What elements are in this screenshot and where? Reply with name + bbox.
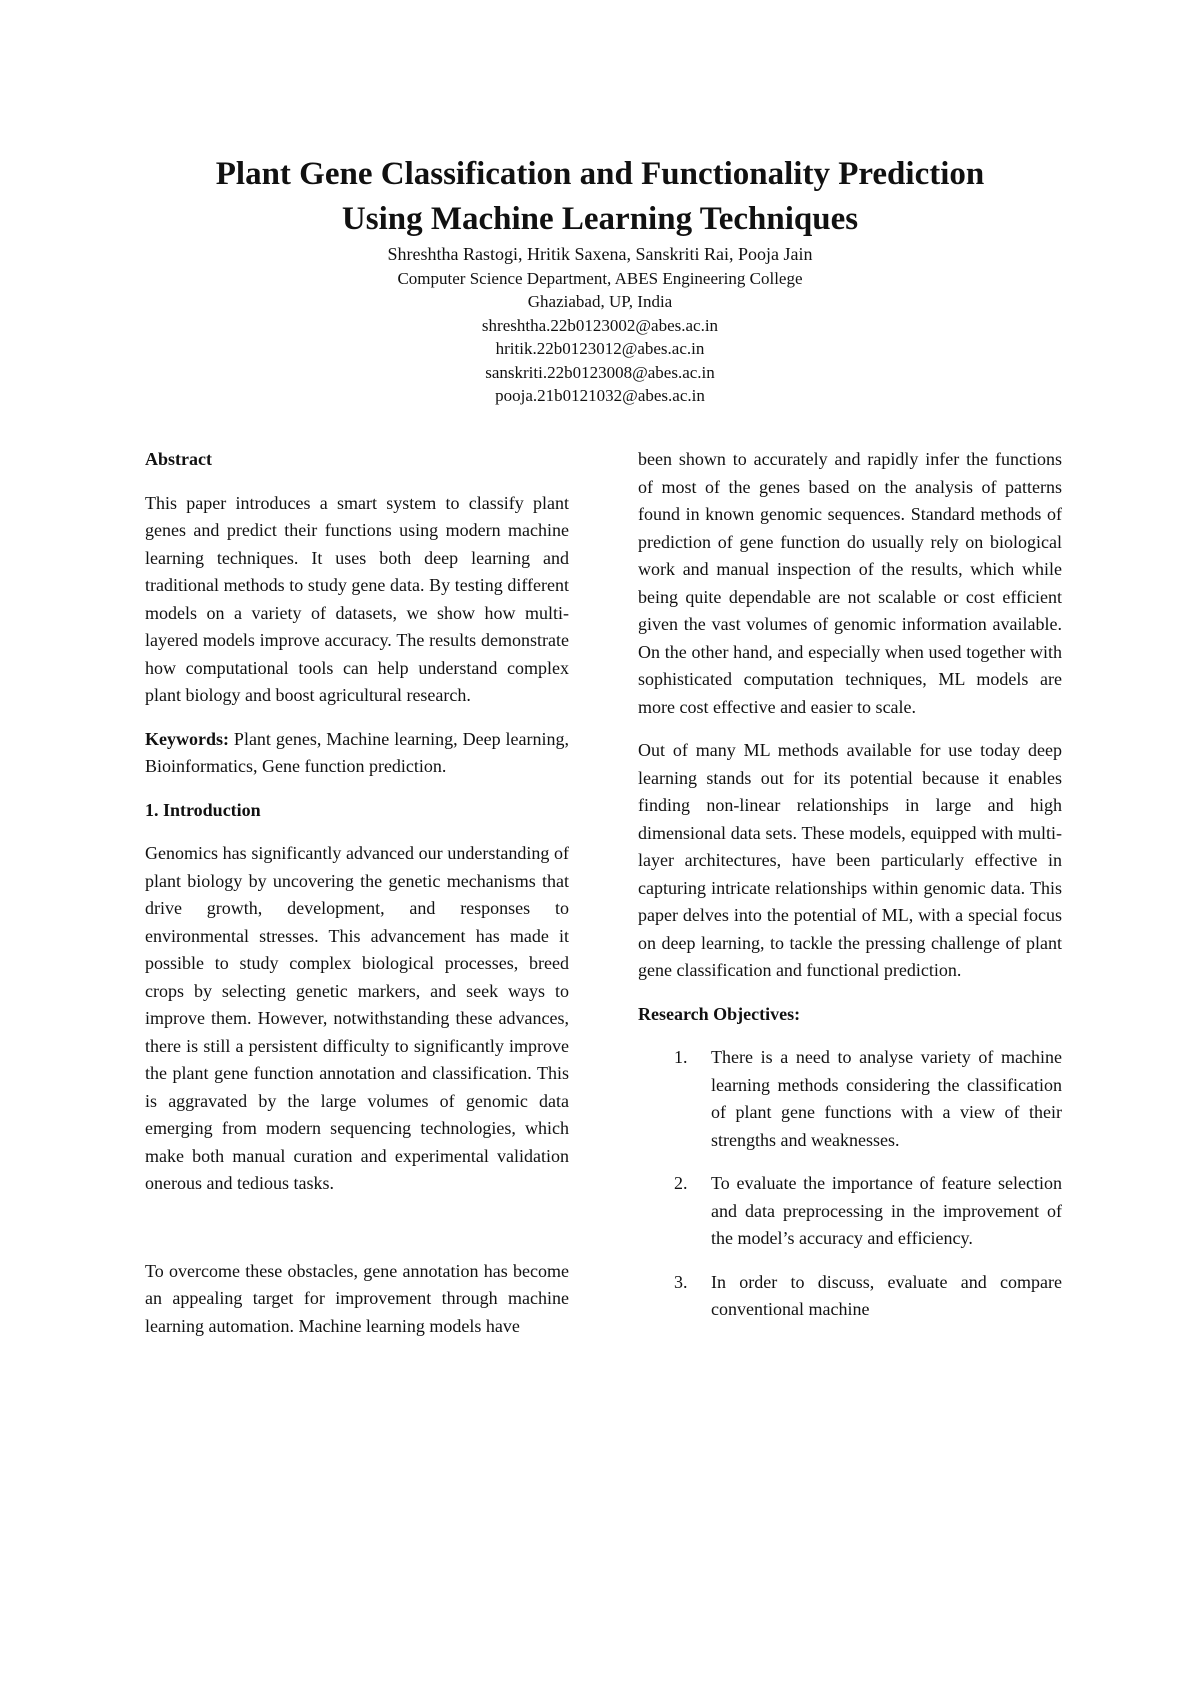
email-1: shreshtha.22b0123002@abes.ac.in [481, 315, 719, 335]
keywords-label: Keywords: [145, 728, 229, 749]
objective-text: There is a need to analyse variety of machine learning methods considering the classification of plant gene functions with a view of their strengths and weaknesses. [711, 1047, 1062, 1150]
email-2: hritik.22b0123012@abes.ac.in [495, 339, 705, 358]
title-line-2: Using Machine Learning Techniques [341, 201, 859, 237]
introduction-heading: 1. Introduction [145, 799, 261, 820]
right-column [638, 446, 1062, 1324]
objective-item [638, 1044, 1062, 1154]
objective-text: To evaluate the importance of feature selection and data preprocessing in the improvement of the model’s accuracy and efficiency. [711, 1173, 1062, 1248]
title-line-1: Plant Gene Classification and Functionality Prediction [215, 156, 985, 192]
objectives-heading: Research Objectives: [638, 1003, 801, 1024]
email-4: pooja.21b0121032@abes.ac.in [495, 386, 705, 405]
objective-item [638, 1170, 1062, 1253]
introduction-para-2-start: To overcome these obstacles, gene annotation has become an appealing target for improvement through machine learning automation. Machine learning models have [145, 1260, 569, 1336]
keywords [145, 726, 569, 781]
introduction-para-2-cont: been shown to accurately and rapidly infer the functions of most of the genes based on the analysis of patterns found in known genomic sequences. Standard methods of prediction of gene function do usually rely on biological work and manual inspection of the results, which while being quite dependable are not scalable or cost efficient given the vast volumes of genomic information available. On the other hand, and especially when used together with sophisticated computation techniques, ML models are more cost effective and easier to scale. [638, 449, 1062, 717]
introduction-para-3: Out of many ML methods available for use today deep learning stands out for its potential because it enables finding non-linear relationships in large and high dimensional data sets. These models, equipped with multi-layer architectures, have been particularly effective in capturing intricate relationships within genomic data. This paper delves into the potential of ML, with a special focus on deep learning, to tackle the pressing challenge of plant gene classification and functional prediction. [638, 740, 1062, 980]
objective-number: 1. [674, 1047, 688, 1067]
location: Ghaziabad, UP, India [527, 292, 673, 311]
objective-text: In order to discuss, evaluate and compare conventional machine [711, 1271, 1062, 1319]
abstract-heading: Abstract [145, 449, 212, 469]
email-3: sanskriti.22b0123008@abes.ac.in [485, 362, 715, 382]
abstract-text: This paper introduces a smart system to classify plant genes and predict their functions using modern machine learning techniques. It uses both deep learning and traditional methods to study gene data. By testing different models on a variety of datasets, we show how multi-layered models improve accuracy. The results demonstrate how computational tools can help understand complex plant biology and boost agricultural research. [145, 492, 569, 705]
affiliation: Computer Science Department, ABES Engineering College [397, 268, 803, 288]
objective-number: 3. [674, 1271, 688, 1292]
left-column [145, 446, 569, 1340]
keywords-text: Plant genes, Machine learning, Deep learning, Bioinformatics, Gene function prediction. [145, 728, 569, 776]
objectives-list [638, 1044, 1062, 1324]
author-block [100, 243, 1100, 408]
paper-title [100, 152, 1100, 242]
objective-number: 2. [674, 1173, 688, 1193]
introduction-para-1: Genomics has significantly advanced our understanding of plant biology by uncovering the genetic mechanisms that drive growth, development, and responses to environmental stresses. This advancement has made it possible to study complex biological processes, breed crops by selecting genetic markers, and seek ways to improve them. However, notwithstanding these advances, there is still a persistent difficulty to significantly improve the plant gene function annotation and classification. This is aggravated by the large volumes of genomic data emerging from modern sequencing technologies, which make both manual curation and experimental validation onerous and tedious tasks. [145, 843, 569, 1193]
objective-item [638, 1269, 1062, 1324]
authors: Shreshtha Rastogi, Hritik Saxena, Sanskriti Rai, Pooja Jain [387, 244, 813, 264]
